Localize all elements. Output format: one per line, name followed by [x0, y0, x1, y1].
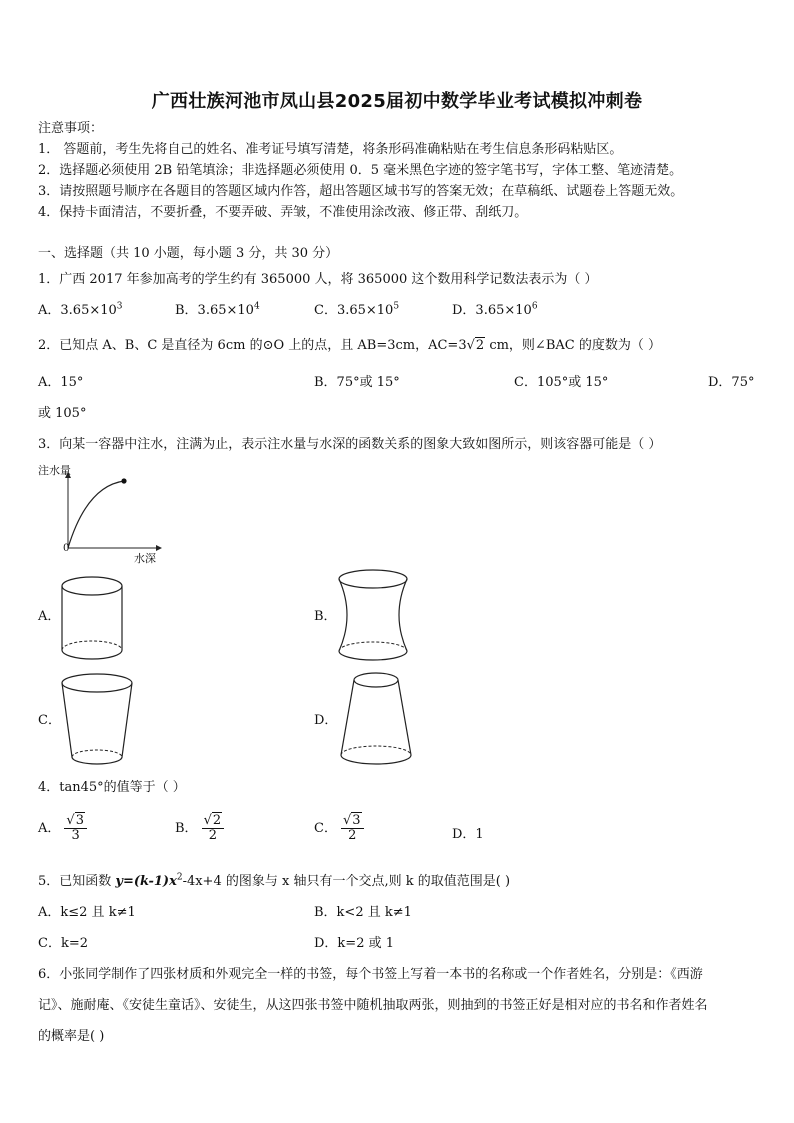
question-6-line-1: 6．小张同学制作了四张材质和外观完全一样的书签，每个书签上写着一本书的名称或一个作者姓名，分别是：《西游 [38, 967, 703, 982]
q4-option-b[interactable] [175, 814, 224, 843]
q4-option-b-fraction: $\frac{√2}{2}$ [202, 814, 225, 843]
notice-item-3: 3．请按照题号顺序在各题目的答题区域内作答，超出答题区域书写的答案无效；在草稿纸、试题卷上答题无效。 [38, 184, 684, 199]
graph-x-label: 水深 [134, 552, 156, 565]
sqrt-symbol: √2 [466, 338, 485, 353]
notice-item-4: 4．保持卡面清洁，不要折叠，不要弄破、弄皱，不准使用涂改液、修正带、刮纸刀。 [38, 205, 528, 220]
q4-c-denominator: 2 [348, 828, 357, 843]
notice-item-1: 1． 答题前，考生先将自己的姓名、准考证号填写清楚，将条形码准确粘贴在考生信息条形码粘贴区。 [38, 142, 623, 157]
q2-radicand: 2 [475, 338, 485, 353]
notice-item-2: 2．选择题必须使用 2B 铅笔填涂；非选择题必须使用 0．5 毫米黑色字迹的签字笔书写，字体工整、笔迹清楚。 [38, 163, 683, 178]
container-a-cylinder [62, 577, 122, 659]
q4-option-a-label: A． [38, 821, 61, 836]
q4-option-a[interactable] [38, 814, 87, 843]
q3-option-d[interactable]: D． [314, 713, 338, 728]
q4-c-numerator: 3 [352, 813, 361, 828]
q4-option-b-label: B． [175, 821, 198, 836]
container-c-cup [62, 674, 132, 764]
q1-option-c-exponent: 5 [393, 301, 400, 312]
q1-option-a-label: A．3.65×10 [38, 303, 117, 318]
q1-option-d-label: D．3.65×10 [452, 303, 532, 318]
q4-a-denominator: 3 [71, 828, 80, 843]
container-d-cone [341, 673, 411, 764]
q1-option-d-exponent: 6 [531, 301, 538, 312]
q5-option-c[interactable]: C．k=2 [38, 936, 88, 951]
q3-option-b[interactable]: B． [314, 609, 337, 624]
q3-option-c[interactable]: C． [38, 713, 61, 728]
graph-x-arrow [156, 545, 162, 551]
q5-function-exponent: 2 [176, 872, 183, 883]
q2-option-d-continued: 或 105° [38, 406, 87, 421]
notice-heading: 注意事项： [38, 121, 104, 136]
graph-curve [68, 481, 124, 548]
q4-option-c-fraction: $\frac{√3}{2}$ [341, 814, 364, 843]
graph-endpoint [121, 478, 126, 483]
page-title: 广西壮族河池市凤山县2025届初中数学毕业考试模拟冲刺卷 [151, 91, 643, 112]
q3-option-a[interactable]: A． [38, 609, 61, 624]
q2-option-c[interactable]: C．105°或 15° [514, 375, 609, 390]
q2-option-b[interactable]: B．75°或 15° [314, 375, 400, 390]
q5-stem-suffix: 的图象与 x 轴只有一个交点,则 k 的取值范围是( ) [221, 874, 511, 889]
q4-b-denominator: 2 [208, 828, 217, 843]
graph-origin-label: 0 [63, 543, 70, 554]
q2-option-d[interactable]: D．75° [708, 375, 755, 390]
q2-stem-before: 2．已知点 A、B、C 是直径为 6cm 的⊙O 上的点，且 AB=3cm，AC=3 [38, 338, 467, 353]
q4-option-d[interactable]: D．1 [452, 827, 484, 842]
q5-stem-prefix: 5．已知函数 [38, 874, 116, 889]
q4-a-numerator: 3 [75, 813, 84, 828]
q2-stem-after: cm，则∠BAC 的度数为（ ） [485, 338, 661, 353]
section-heading: 一、选择题（共 10 小题，每小题 3 分，共 30 分） [38, 246, 339, 261]
question-4-stem: 4．tan45°的值等于（ ） [38, 780, 186, 795]
q1-option-b-label: B．3.65×10 [175, 303, 254, 318]
q5-option-b[interactable]: B．k<2 且 k≠1 [314, 905, 412, 920]
q5-function: y=(k-1)x [115, 874, 177, 889]
q1-option-b-exponent: 4 [253, 301, 260, 312]
q5-option-a[interactable]: A．k≤2 且 k≠1 [38, 905, 136, 920]
q5-function-rest: -4x+4 [182, 874, 222, 889]
q4-option-c-label: C． [314, 821, 337, 836]
q1-option-c-label: C．3.65×10 [314, 303, 394, 318]
q4-option-c[interactable] [314, 814, 364, 843]
q4-b-numerator: 2 [212, 813, 222, 828]
question-6-line-2: 记》、施耐庵、《安徒生童话》、安徒生，从这四张书签中随机抽取两张，则抽到的书签正好是相对应的书名和作者姓名 [38, 998, 708, 1013]
q1-option-a-exponent: 3 [116, 301, 123, 312]
question-5-stem [38, 874, 510, 890]
q5-option-d[interactable]: D．k=2 或 1 [314, 936, 394, 951]
question-1-stem: 1．广西 2017 年参加高考的学生约有 365000 人，将 365000 这个数用科学记数法表示为（ ） [38, 272, 598, 287]
container-b-hourglass [339, 570, 407, 660]
q4-option-a-fraction: $\frac{√3}{3}$ [64, 814, 87, 843]
q2-option-a[interactable]: A．15° [38, 375, 84, 390]
question-3-stem: 3．向某一容器中注水，注满为止，表示注水量与水深的函数关系的图象大致如图所示，则该容器可能是（ ） [38, 437, 662, 452]
graph-y-label: 注水量 [38, 464, 71, 477]
question-6-line-3: 的概率是( ) [38, 1029, 105, 1044]
